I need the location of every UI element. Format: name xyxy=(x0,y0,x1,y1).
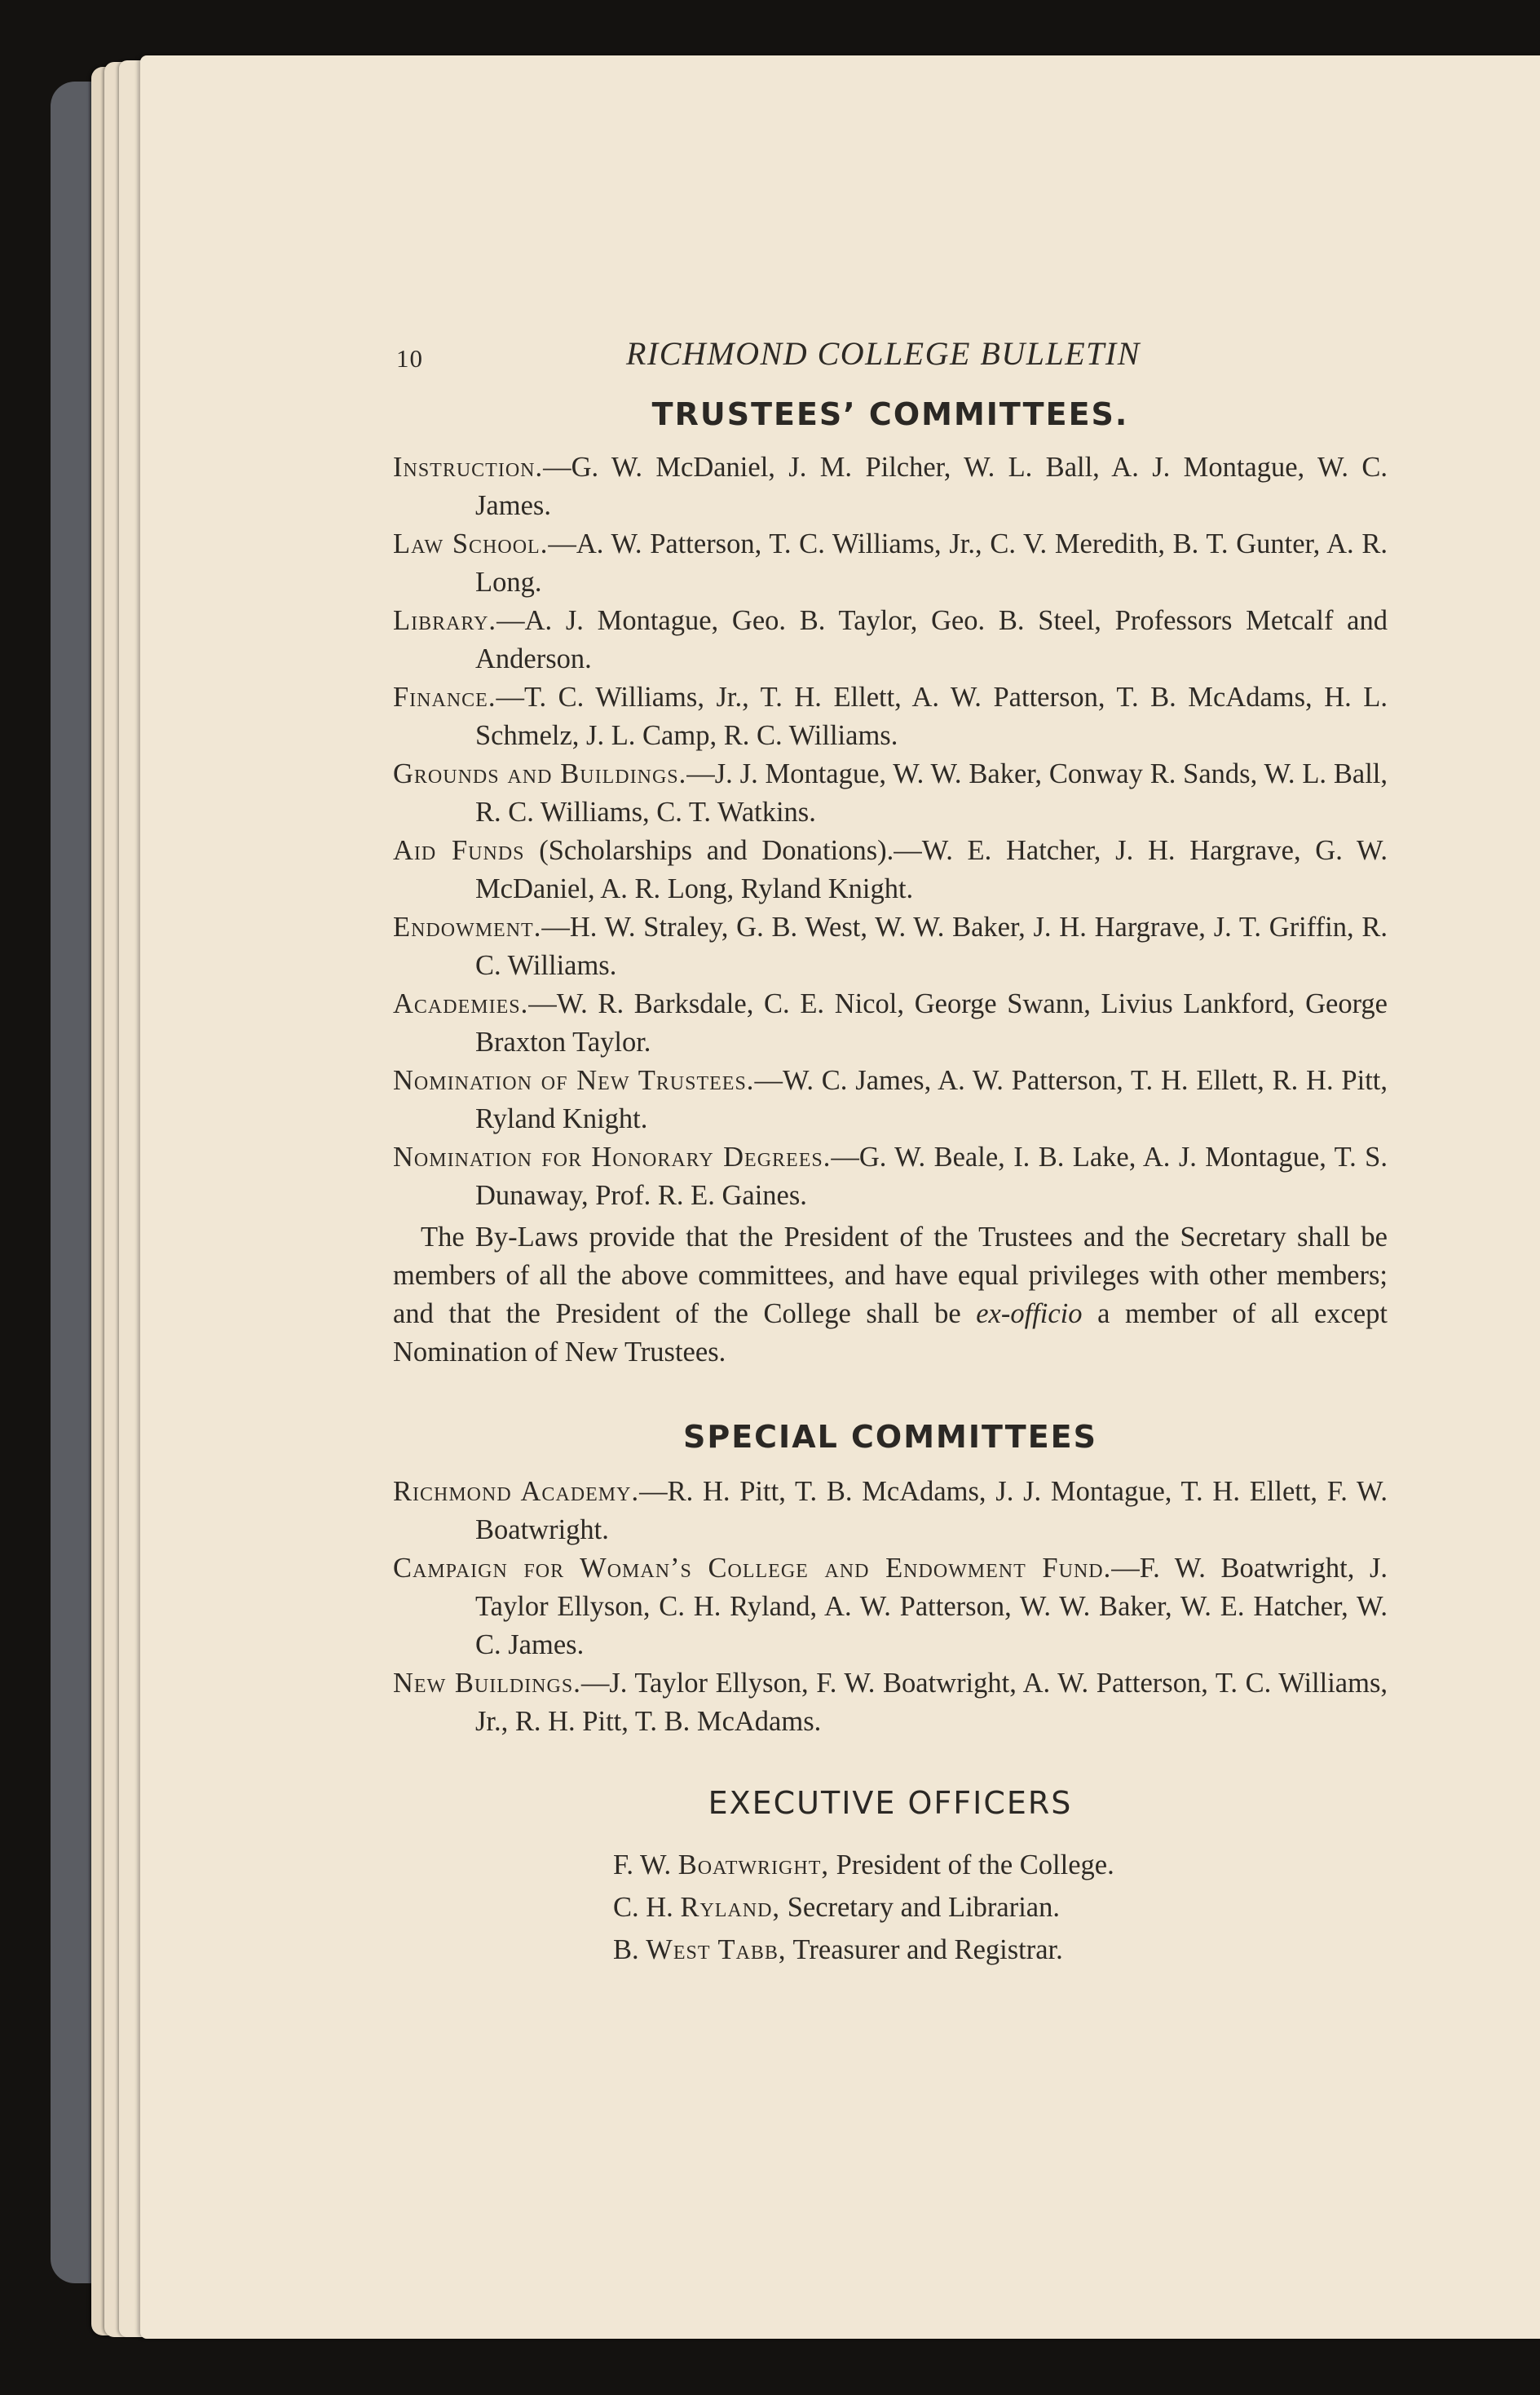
committee-name: Law School. xyxy=(393,528,549,559)
special-committee-list xyxy=(393,1473,1388,1741)
trustees-committees-heading: TRUSTEES’ COMMITTEES. xyxy=(651,396,1129,432)
committee-members: —W. C. James, A. W. Patterson, T. H. Ellett, R. H. Pitt, Ryland Knight. xyxy=(475,1065,1388,1134)
committee-members: —R. H. Pitt, T. B. McAdams, J. J. Montague, T. H. Ellett, F. W. Boatwright. xyxy=(475,1476,1388,1545)
committee-members: —A. W. Patterson, T. C. Williams, Jr., C. V. Meredith, B. T. Gunter, A. R. Long. xyxy=(475,528,1388,598)
committee-members: (Scholarships and Donations).—W. E. Hatcher, J. H. Hargrave, G. W. McDaniel, A. R. Long, Ryland Knight. xyxy=(475,835,1388,904)
officer-surname: West Tabb, xyxy=(646,1934,787,1965)
committee-name: Library. xyxy=(393,605,497,636)
committee-entry xyxy=(393,1664,1388,1741)
committee-name: Endowment. xyxy=(393,912,542,943)
running-head xyxy=(393,326,1388,375)
committee-entry xyxy=(393,525,1388,602)
officer-line xyxy=(393,1844,1388,1886)
officer-line xyxy=(393,1929,1388,1971)
bylaws-italic-term: ex-officio xyxy=(976,1298,1083,1329)
committee-members: —W. R. Barksdale, C. E. Nicol, George Swann, Livius Lankford, George Braxton Taylor. xyxy=(475,988,1388,1058)
committee-name: Aid Funds xyxy=(393,835,525,866)
committee-entry xyxy=(393,908,1388,985)
officer-initials: F. W. xyxy=(613,1849,678,1880)
committee-members: —A. J. Montague, Geo. B. Taylor, Geo. B. Steel, Professors Metcalf and Anderson. xyxy=(475,605,1388,674)
committee-name: Academies. xyxy=(393,988,529,1019)
bulletin-title: RICHMOND COLLEGE BULLETIN xyxy=(626,335,1141,372)
executive-officer-list xyxy=(393,1844,1388,1971)
officer-role: Secretary and Librarian. xyxy=(780,1892,1060,1923)
executive-officers-heading: EXECUTIVE OFFICERS xyxy=(708,1785,1073,1821)
committee-entry xyxy=(393,1138,1388,1215)
committee-members: —H. W. Straley, G. B. West, W. W. Baker, J. H. Hargrave, J. T. Griffin, R. C. Williams. xyxy=(475,912,1388,981)
bylaws-paragraph xyxy=(393,1218,1388,1372)
committee-members: —G. W. McDaniel, J. M. Pilcher, W. L. Ball, A. J. Montague, W. C. James. xyxy=(475,452,1388,521)
officer-surname: Boatwright, xyxy=(677,1849,829,1880)
committee-entry xyxy=(393,1549,1388,1664)
officer-initials: C. H. xyxy=(613,1892,681,1923)
trustees-committee-list xyxy=(393,449,1388,1215)
committee-name: Nomination for Honorary Degrees. xyxy=(393,1142,832,1173)
committee-entry xyxy=(393,602,1388,678)
committee-members: —T. C. Williams, Jr., T. H. Ellett, A. W. Patterson, T. B. McAdams, H. L. Schmelz, J. L. Camp, R. C. Williams. xyxy=(475,682,1388,751)
officer-initials: B. xyxy=(613,1934,646,1965)
officer-surname: Ryland, xyxy=(680,1892,781,1923)
committee-entry xyxy=(393,755,1388,832)
committee-entry xyxy=(393,832,1388,908)
special-committees-heading: SPECIAL COMMITTEES xyxy=(682,1419,1097,1455)
committee-name: Nomination of New Trustees. xyxy=(393,1065,755,1096)
committee-members: —J. Taylor Ellyson, F. W. Boatwright, A. W. Patterson, T. C. Williams, Jr., R. H. Pitt, T. B. McAdams. xyxy=(475,1668,1388,1737)
committee-entry xyxy=(393,678,1388,755)
committee-name: Grounds and Buildings. xyxy=(393,758,687,789)
page-content xyxy=(393,326,1388,1971)
committee-members: —F. W. Boatwright, J. Taylor Ellyson, C. H. Ryland, A. W. Patterson, W. W. Baker, W. E. Hatcher, W. C. James. xyxy=(475,1553,1388,1660)
bylaws-text: The By-Laws provide that the President of the Trustees and the Secretary shall be members of all the above committees, and have equal privileges with other members; and that the President of the College shall be xyxy=(393,1222,1388,1329)
committee-name: Richmond Academy. xyxy=(393,1476,640,1507)
committee-name: Instruction. xyxy=(393,452,544,483)
committee-entry xyxy=(393,449,1388,525)
officer-line xyxy=(393,1886,1388,1929)
page-number: 10 xyxy=(396,344,423,373)
committee-members: —G. W. Beale, I. B. Lake, A. J. Montague, T. S. Dunaway, Prof. R. E. Gaines. xyxy=(475,1142,1388,1211)
committee-name: Finance. xyxy=(393,682,496,713)
officer-role: President of the College. xyxy=(828,1849,1114,1880)
committee-entry xyxy=(393,1062,1388,1138)
committee-entry xyxy=(393,1473,1388,1549)
committee-members: —J. J. Montague, W. W. Baker, Conway R. Sands, W. L. Ball, R. C. Williams, C. T. Watkins. xyxy=(475,758,1388,828)
committee-name: Campaign for Woman’s College and Endowment Fund. xyxy=(393,1553,1112,1584)
committee-name: New Buildings. xyxy=(393,1668,581,1699)
bylaws-text-end: a member of all except Nomination of New Trustees. xyxy=(393,1298,1388,1368)
committee-entry xyxy=(393,985,1388,1062)
officer-role: Treasurer and Registrar. xyxy=(786,1934,1063,1965)
